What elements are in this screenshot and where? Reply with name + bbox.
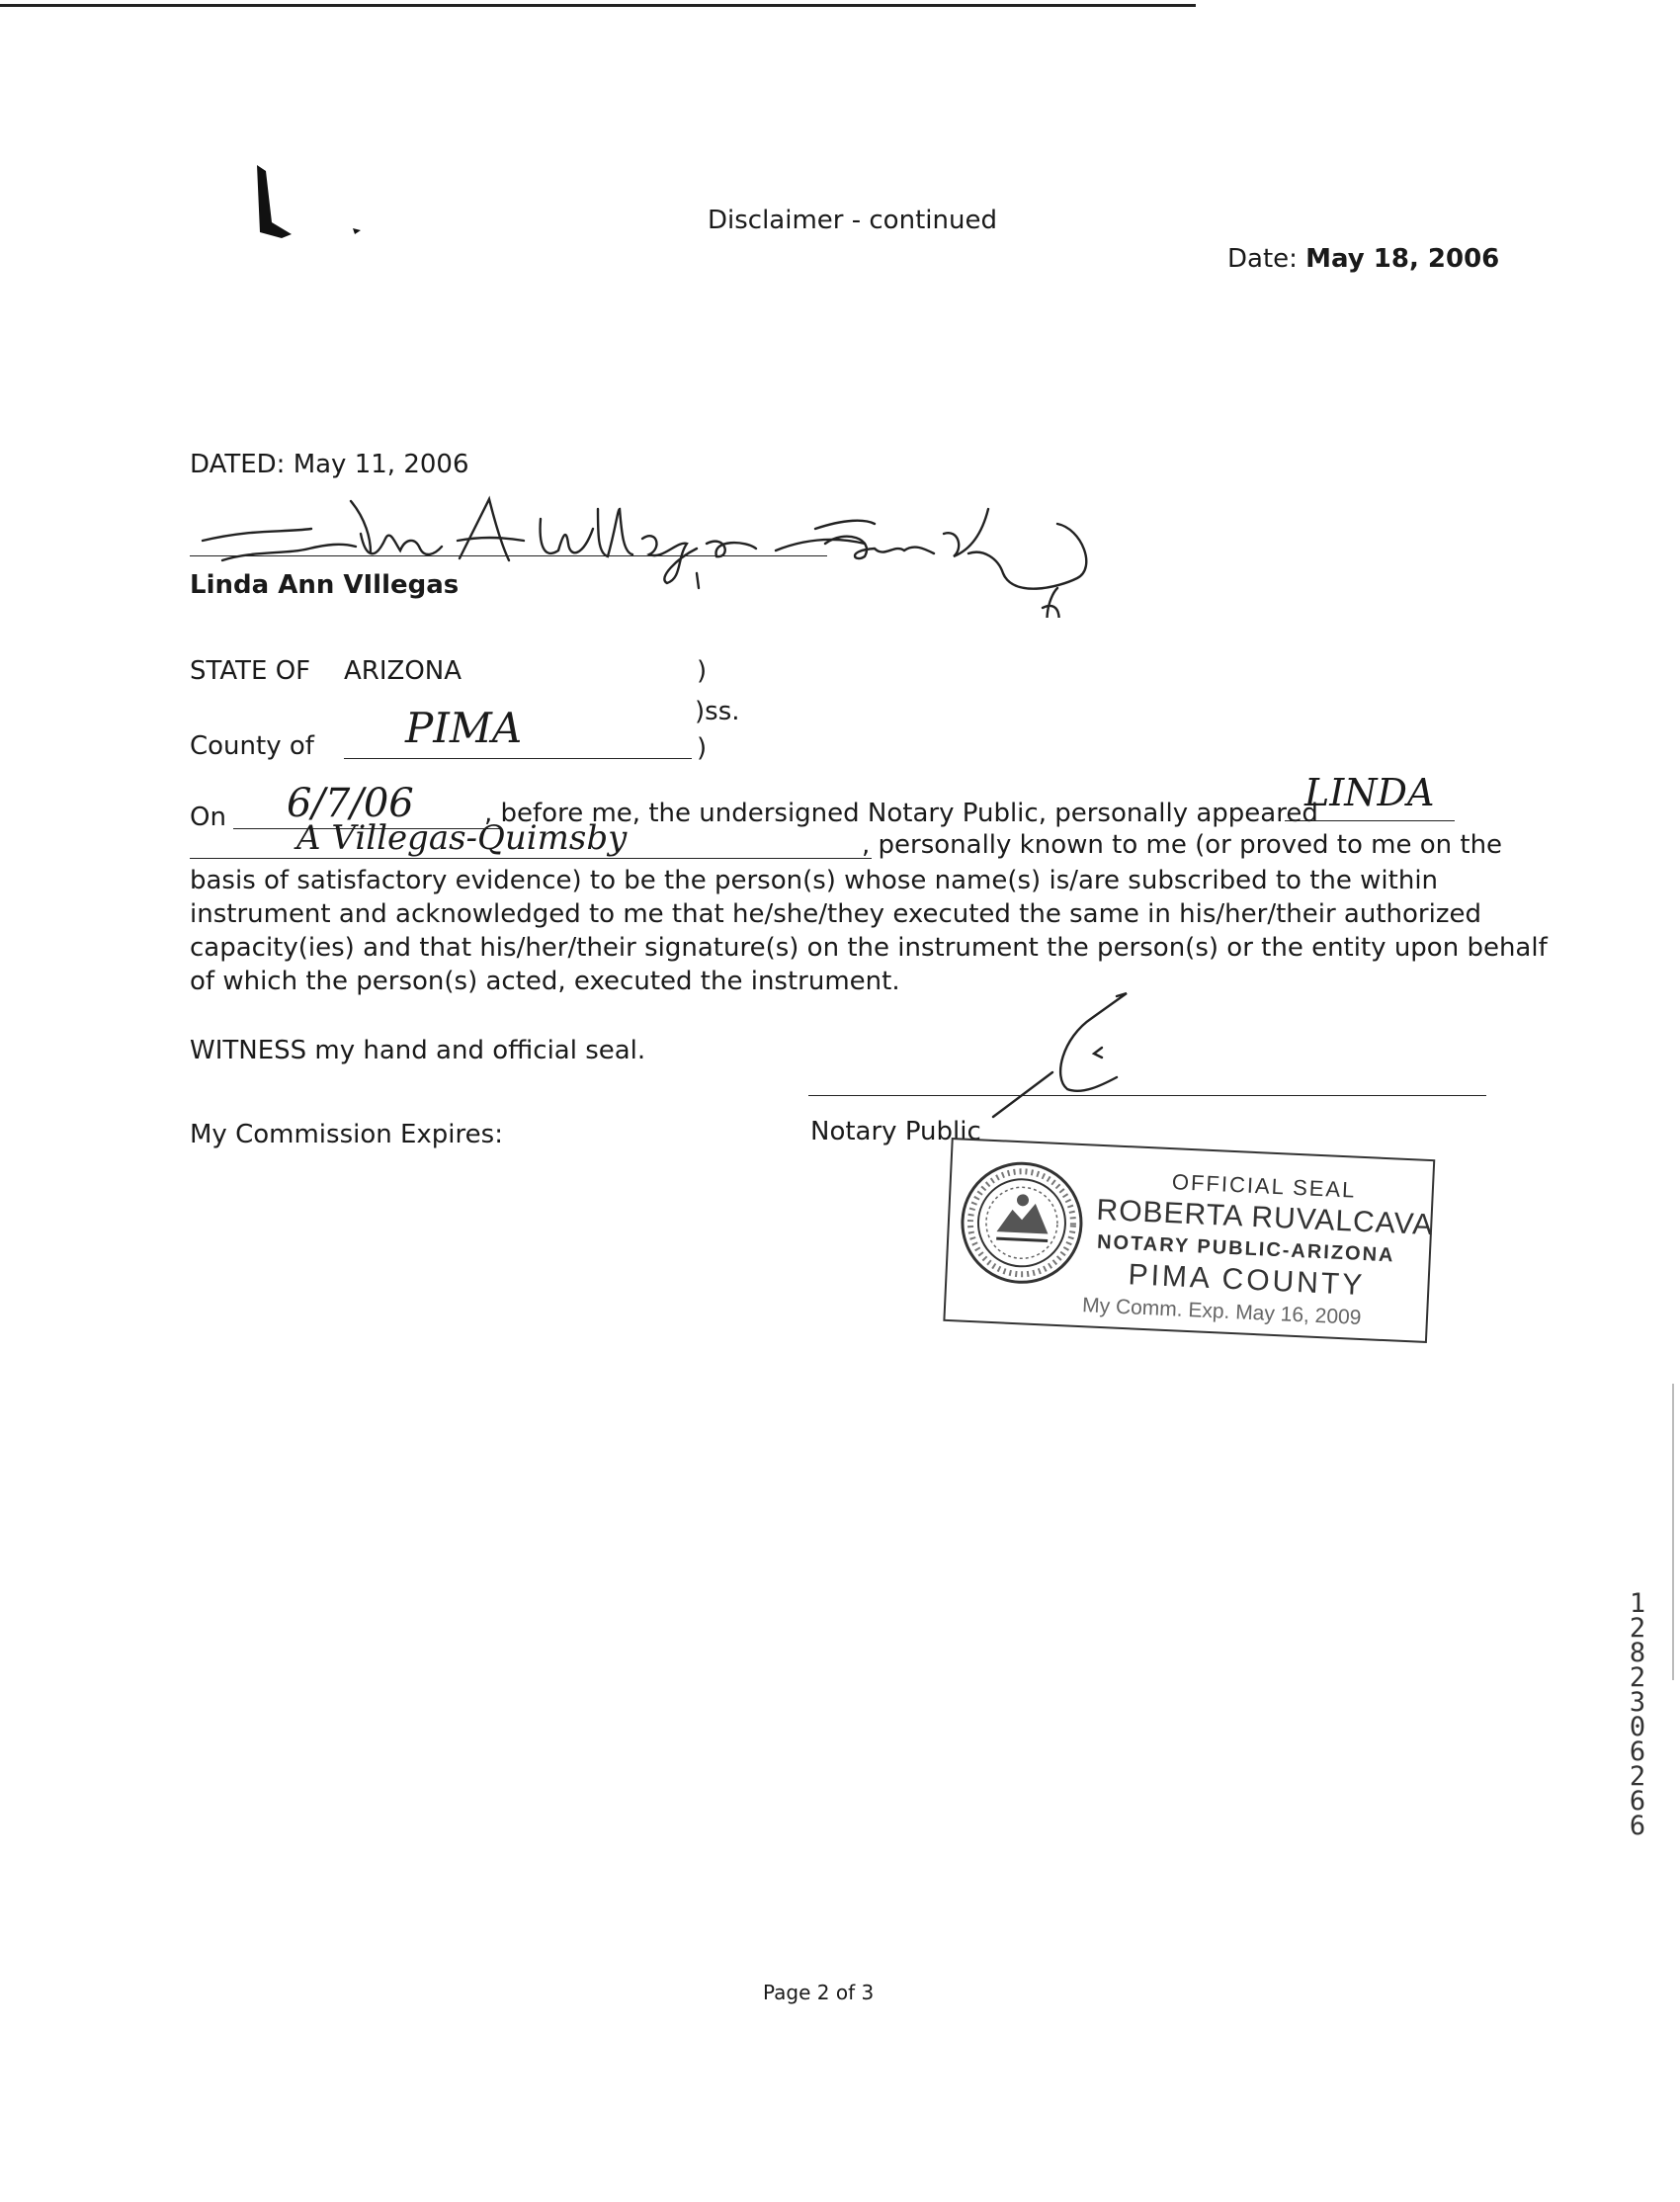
official-seal-stamp	[943, 1138, 1436, 1357]
scan-right-edge	[1672, 1384, 1674, 1680]
scan-top-border	[0, 4, 1196, 7]
appeared-name-2: A Villegas-Quimsby	[296, 818, 628, 858]
ack-line-5: capacity(ies) and that his/her/their signature(s) on the instrument the person(s) or the entity upon behalf	[190, 933, 1548, 963]
seal-line-2: ROBERTA RUVALCAVA	[1095, 1193, 1434, 1242]
witness-text: WITNESS my hand and official seal.	[190, 1036, 646, 1065]
appeared-name-1: LINDA	[1304, 771, 1435, 814]
on-date-value: 6/7/06	[287, 781, 414, 826]
ack-line-3: basis of satisfactory evidence) to be the person(s) whose name(s) is/are subscribed to the within	[190, 866, 1439, 895]
ack-text-1: , before me, the undersigned Notary Public, personally appeared	[484, 799, 1318, 828]
dated-value: May 11, 2006	[293, 450, 469, 479]
ss-mark: )ss.	[695, 697, 740, 726]
ack-line-4: instrument and acknowledged to me that he/she/they executed the same in his/her/their authorized	[190, 899, 1481, 929]
dated-line	[190, 450, 469, 479]
ack-text-2: , personally known to me (or proved to me on the	[862, 830, 1503, 860]
notary-signature-line	[808, 1095, 1486, 1096]
date-value: May 18, 2006	[1305, 244, 1500, 274]
ack-line-6: of which the person(s) acted, executed the instrument.	[190, 967, 900, 996]
dated-label: DATED:	[190, 450, 286, 479]
paren-1: )	[697, 656, 708, 686]
state-label: STATE OF	[190, 656, 311, 686]
header-date	[1227, 244, 1499, 274]
date-label: Date:	[1227, 244, 1298, 274]
county-line	[344, 758, 692, 759]
county-label: County of	[190, 731, 314, 761]
scan-mark-icon	[252, 163, 371, 242]
arizona-state-seal-icon	[955, 1155, 1089, 1290]
notary-label: Notary Public	[810, 1117, 981, 1146]
page-title: Disclaimer - continued	[708, 206, 997, 235]
page-number: Page 2 of 3	[763, 1981, 875, 2004]
printed-name: Linda Ann VIllegas	[190, 570, 460, 600]
appeared-line-1	[1285, 820, 1455, 821]
seal-line-4: PIMA COUNTY	[1127, 1258, 1366, 1303]
side-document-number: 12823 06266	[1629, 1588, 1646, 1841]
appeared-line-2	[190, 858, 872, 859]
notary-signature-image	[944, 978, 1161, 1137]
seal-line-3: NOTARY PUBLIC-ARIZONA	[1096, 1230, 1395, 1267]
paren-2: )	[697, 733, 708, 763]
seal-line-1: OFFICIAL SEAL	[1171, 1169, 1357, 1203]
state-value: ARIZONA	[344, 656, 462, 686]
commission-label: My Commission Expires:	[190, 1120, 503, 1149]
county-value: PIMA	[405, 704, 523, 752]
on-label: On	[190, 803, 226, 832]
seal-line-5: My Comm. Exp. May 16, 2009	[1081, 1294, 1362, 1329]
